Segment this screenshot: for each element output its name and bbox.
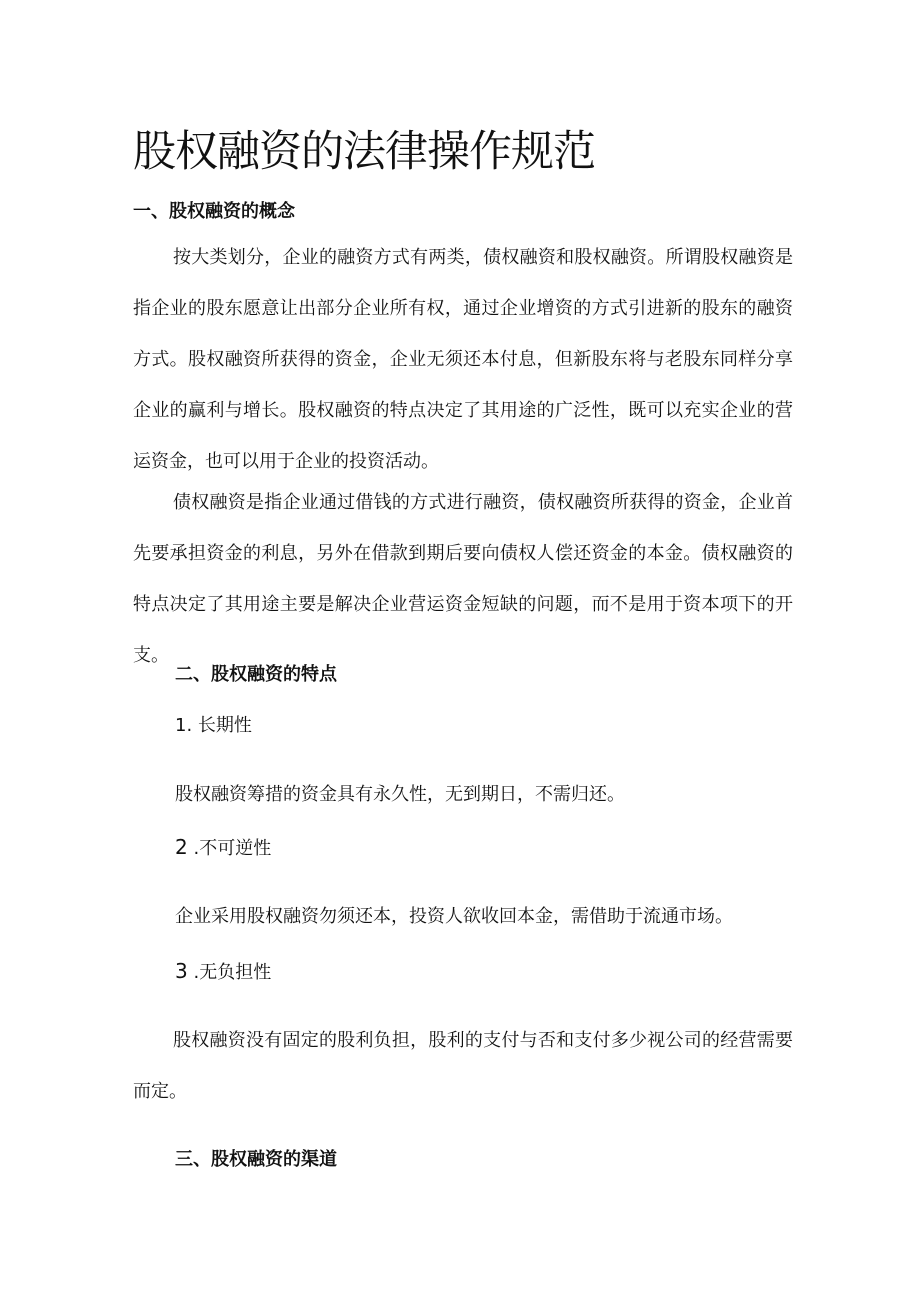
feature-label: .不可逆性 [193, 838, 272, 859]
feature-item-2-text: 企业采用股权融资勿须还本，投资人欲收回本金，需借助于流通市场。 [175, 906, 733, 927]
document-title: 股权融资的法律操作规范 [133, 127, 595, 177]
feature-item-3-title [175, 959, 271, 985]
feature-item-1-title [175, 714, 252, 738]
paragraph-debt-financing: 债权融资是指企业通过借钱的方式进行融资，债权融资所获得的资金，企业首先要承担资金的利息，另外在借款到期后要向债权人偿还资金的本金。债权融资的特点决定了其用途主要是解决企业营运资金短缺的问题，而不是用于资本项下的开支。 [133, 492, 793, 666]
feature-item-1-text: 股权融资筹措的资金具有永久性，无到期日，不需归还。 [175, 784, 625, 805]
feature-item-3-text: 股权融资没有固定的股利负担，股利的支付与否和支付多少视公司的经营需要而定。 [133, 1030, 793, 1102]
section-heading-features: 二、股权融资的特点 [175, 664, 337, 685]
feature-label: .无负担性 [193, 962, 272, 983]
feature-number: 3 [175, 959, 188, 983]
section-heading-channels: 三、股权融资的渠道 [175, 1149, 337, 1170]
feature-number: 2 [175, 835, 188, 859]
feature-number: 1. [175, 715, 193, 736]
feature-item-2-title [175, 835, 271, 861]
paragraph-equity-financing: 按大类划分，企业的融资方式有两类，债权融资和股权融资。所谓股权融资是指企业的股东愿意让出部分企业所有权，通过企业增资的方式引进新的股东的融资方式。股权融资所获得的资金，企业无须还本付息，但新股东将与老股东同样分享企业的赢利与增长。股权融资的特点决定了其用途的广泛性，既可以充实企业的营运资金，也可以用于企业的投资活动。 [133, 247, 793, 472]
feature-label: 长期性 [197, 715, 252, 736]
section-heading-concept: 一、股权融资的概念 [133, 201, 295, 222]
